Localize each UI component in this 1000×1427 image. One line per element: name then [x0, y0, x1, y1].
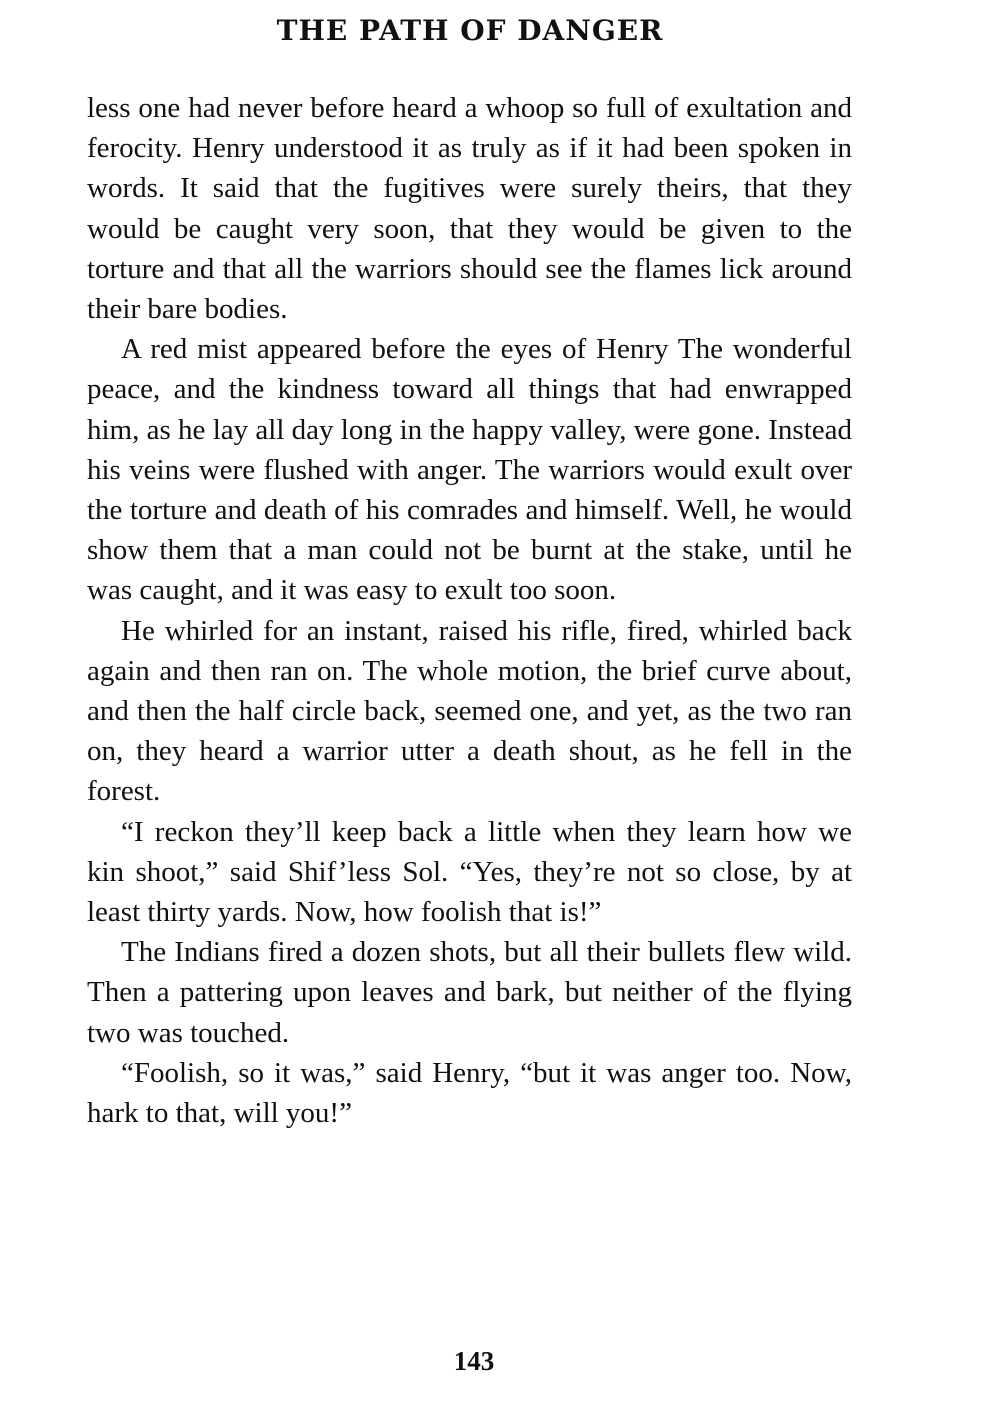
paragraph: The Indians fired a dozen shots, but all their bullets flew wild. Then a pattering upon leaves and bark, but neither of the flying two was touched. — [87, 936, 852, 1049]
paragraph-continued: less one had never before heard a whoop so full of exultation and ferocity. Henry understood it as truly as if it had been spoken in words. It said that the fugitives were surely theirs, that they would be caught very soon, that they would be given to the torture and that all the warriors should see the flames lick around their bare bodies. — [87, 92, 852, 326]
paragraph: “Foolish, so it was,” said Henry, “but it was anger too. Now, hark to that, will you!” — [87, 1056, 852, 1130]
page-number: 143 — [453, 1346, 495, 1376]
paragraph: He whirled for an instant, raised his rifle, fired, whirled back again and then ran on. The whole motion, the brief curve about, and then the half circle back, seemed one, and yet, as the two ran on, they heard a warrior utter a death shout, as he fell in the forest. — [87, 614, 852, 808]
paragraph: A red mist appeared before the eyes of Henry The wonderful peace, and the kindness toward all things that had enwrapped him, as he lay all day long in the happy valley, were gone. Instead his veins were flushed with anger. The warriors would exult over the torture and death of his comrades and himself. Well, he would show them that a man could not be burnt at the stake, until he was caught, and it was easy to exult too soon. — [87, 333, 852, 607]
body-text — [87, 88, 852, 1133]
running-head-title: THE PATH OF DANGER — [276, 14, 664, 47]
paragraph: “I reckon they’ll keep back a little when they learn how we kin shoot,” said Shif’less Sol. “Yes, they’re not so close, by at least thirty yards. Now, how foolish that is!” — [87, 815, 852, 929]
